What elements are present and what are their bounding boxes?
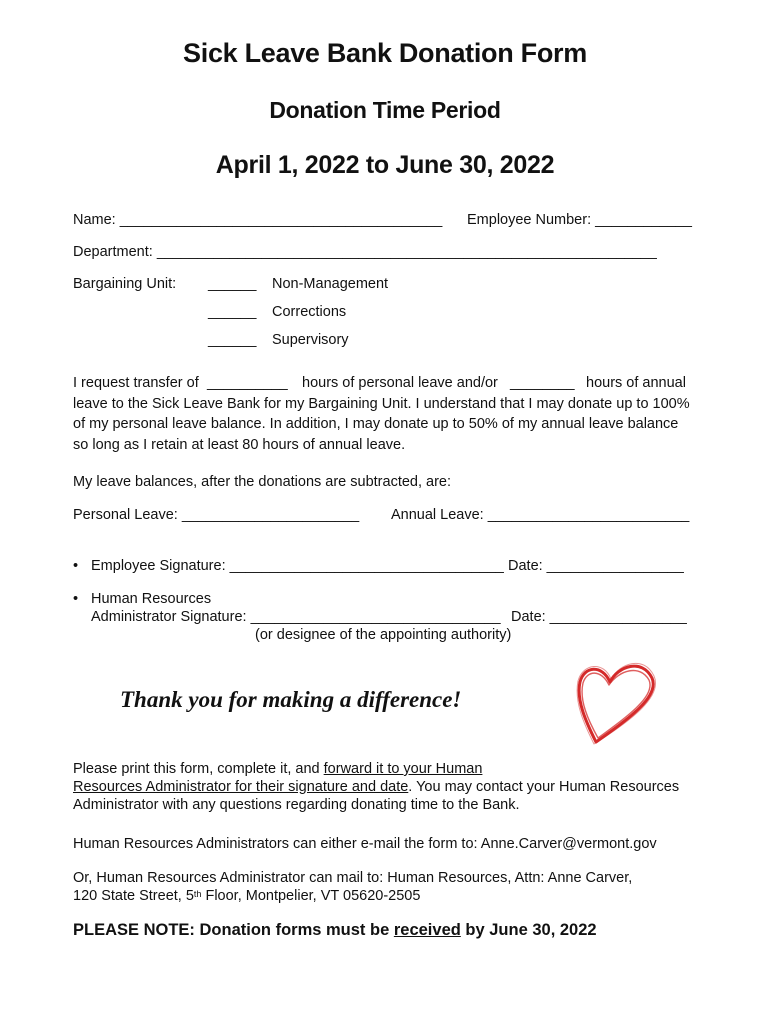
heart-icon — [568, 652, 668, 752]
employee-number-field[interactable]: Employee Number: ____________ — [467, 212, 692, 228]
email-instructions: Human Resources Administrators can either e-mail the form to: Anne.Carver@vermont.gov — [73, 836, 657, 852]
instructions-line-3: Administrator with any questions regarding donating time to the Bank. — [73, 797, 520, 813]
balances-intro: My leave balances, after the donations are subtracted, are: — [73, 474, 452, 490]
request-text-a: I request transfer of — [73, 375, 199, 391]
mail-instructions — [73, 869, 632, 905]
request-text-b: hours of personal leave and/or — [302, 375, 498, 391]
mail-line-1: Or, Human Resources Administrator can mail to: Human Resources, Attn: Anne Carver, — [73, 870, 633, 886]
request-paragraph — [73, 373, 690, 455]
unit-supervisory-blank[interactable]: ______ — [208, 332, 257, 348]
bargaining-unit-label: Bargaining Unit: — [73, 276, 177, 292]
annual-leave-field[interactable]: Annual Leave: _________________________ — [391, 507, 690, 523]
unit-corrections-label: Corrections — [272, 304, 347, 320]
employee-signature-field[interactable]: • Employee Signature: __________________________________ — [91, 558, 504, 574]
hr-date-field[interactable]: Date: _________________ — [511, 609, 687, 625]
unit-non-management-label: Non-Management — [272, 276, 389, 292]
request-line-3: of my personal leave balance. In addition, I may donate up to 50% of my annual leave balance — [73, 416, 679, 432]
donation-period-dates: April 1, 2022 to June 30, 2022 — [215, 151, 555, 179]
hr-designee-note: (or designee of the appointing authority) — [255, 627, 512, 643]
instructions-forward-link: forward it to your Human — [323, 761, 483, 777]
instructions-text-a: Please print this form, complete it, and — [73, 761, 324, 777]
form-title: Sick Leave Bank Donation Form — [183, 38, 587, 68]
department-field[interactable]: Department: ______________________________________________________________ — [73, 244, 657, 260]
deadline-note-a: PLEASE NOTE: Donation forms must be — [73, 921, 394, 939]
hr-signature-field[interactable]: Administrator Signature: _______________________________ — [91, 609, 501, 625]
personal-leave-field[interactable]: Personal Leave: ______________________ — [73, 507, 360, 523]
annual-hours-blank[interactable]: ________ — [510, 375, 575, 391]
instructions-paragraph — [73, 760, 679, 814]
employee-date-field[interactable]: Date: _________________ — [508, 558, 684, 574]
request-text-c: hours of annual — [586, 375, 686, 391]
mail-address-a: 120 State Street, 5 — [73, 888, 194, 904]
deadline-note-received: received — [393, 921, 461, 939]
deadline-note — [73, 921, 597, 940]
instructions-text-b: . You may contact your Human Resources — [408, 779, 680, 795]
thank-you-message: Thank you for making a difference! — [120, 687, 462, 712]
hr-signature-heading: • Human Resources — [91, 591, 211, 607]
donation-period-heading: Donation Time Period — [269, 97, 501, 123]
unit-corrections-blank[interactable]: ______ — [208, 304, 257, 320]
mail-address-sup: th — [193, 889, 202, 899]
unit-non-management-blank[interactable]: ______ — [208, 276, 257, 292]
unit-supervisory-label: Supervisory — [272, 332, 349, 348]
mail-address-b: Floor, Montpelier, VT 05620-2505 — [201, 888, 421, 904]
request-line-4: so long as I retain at least 80 hours of annual leave. — [73, 436, 406, 453]
deadline-note-b: by June 30, 2022 — [460, 921, 597, 939]
instructions-forward-link-cont: Resources Administrator for their signature and date — [73, 779, 409, 795]
request-line-2: leave to the Sick Leave Bank for my Bargaining Unit. I understand that I may donate up to 100% — [73, 395, 690, 412]
personal-hours-blank[interactable]: __________ — [207, 375, 288, 391]
name-field[interactable]: Name: ________________________________________ — [73, 212, 443, 228]
